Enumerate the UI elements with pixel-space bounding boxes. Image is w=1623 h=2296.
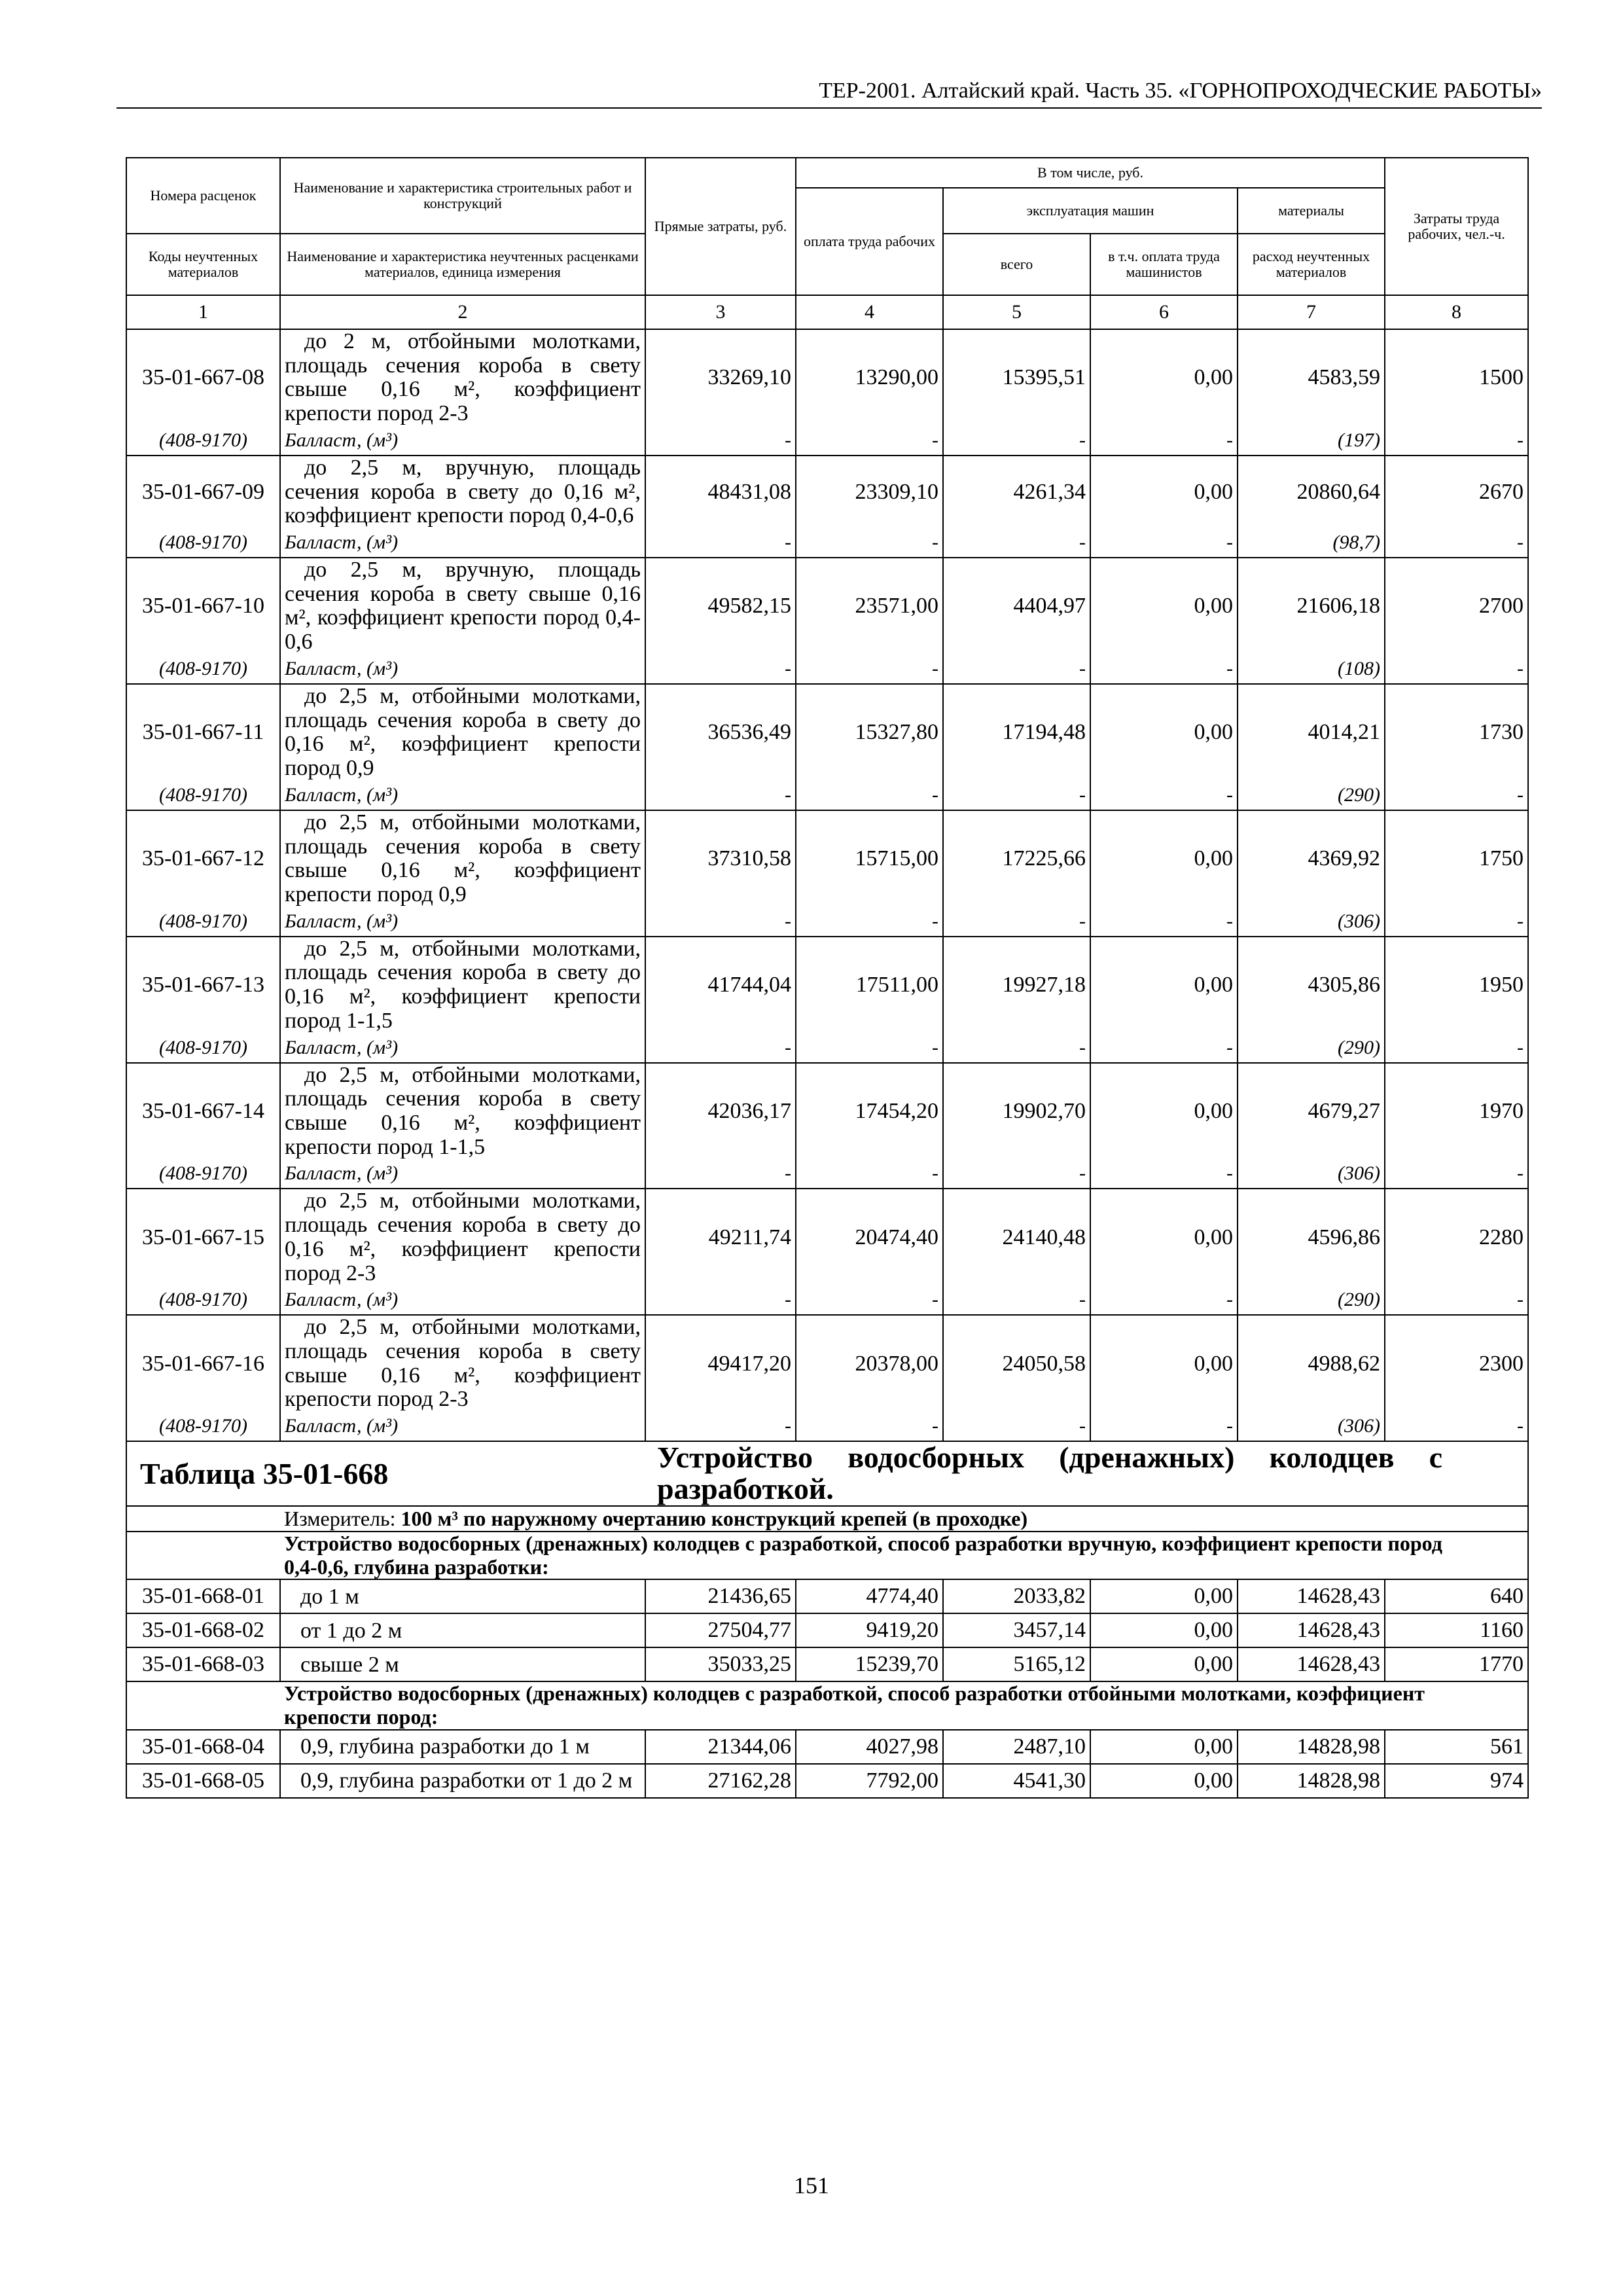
dash: -: [943, 426, 1090, 456]
machines-labor: 0,00: [1090, 1189, 1238, 1285]
machines-labor: 0,00: [1090, 1764, 1238, 1798]
direct-costs: 27162,28: [645, 1764, 796, 1798]
rate-row: [126, 684, 1528, 781]
labor-pay: 7792,00: [796, 1764, 943, 1798]
materials-cost: 4988,62: [1238, 1315, 1385, 1412]
material-quantity: (306): [1238, 1159, 1385, 1189]
col-material-name-title: Наименование и характеристика неучтенных расценками материалов, единица измерения: [280, 234, 645, 295]
material-quantity: (306): [1238, 1412, 1385, 1441]
rate-description: [280, 937, 645, 1033]
rate-description: [280, 1315, 645, 1412]
machines-total: 5165,12: [943, 1647, 1090, 1681]
table-label: Таблица 35-01-668: [126, 1441, 645, 1506]
rate-code: 35-01-668-02: [126, 1613, 280, 1647]
rate-row: [126, 1613, 1528, 1647]
rate-description-text: до 2 м, отбойными молотками, площадь сечения короба в свету свыше 0,16 м², коэффициент крепости пород 2-3: [285, 329, 641, 426]
col-number: 4: [796, 295, 943, 329]
rate-description-text: до 2,5 м, отбойными молотками, площадь сечения короба в свету до 0,16 м², коэффициент крепости пород 2-3: [285, 1189, 641, 1285]
dash: -: [1090, 1159, 1238, 1189]
rate-code: 35-01-667-11: [126, 684, 280, 781]
rate-row: [126, 810, 1528, 907]
labor-pay: 13290,00: [796, 329, 943, 426]
material-code: (408-9170): [126, 1033, 280, 1063]
labor-pay: 20474,40: [796, 1189, 943, 1285]
rate-description-text: до 2,5 м, отбойными молотками, площадь сечения короба в свету до 0,16 м², коэффициент крепости пород 0,9: [285, 683, 641, 781]
dash: -: [796, 655, 943, 684]
dash: -: [1385, 1159, 1528, 1189]
rate-code: 35-01-667-12: [126, 810, 280, 907]
labor-hours: 1730: [1385, 684, 1528, 781]
machines-total: 19902,70: [943, 1063, 1090, 1160]
rate-description-text: до 2,5 м, отбойными молотками, площадь сечения короба в свету до 0,16 м², коэффициент крепости пород 1-1,5: [285, 936, 641, 1033]
col-number: 7: [1238, 295, 1385, 329]
col-materials: материалы: [1238, 188, 1385, 234]
material-code: (408-9170): [126, 426, 280, 456]
rate-description: [280, 810, 645, 907]
rate-description: [280, 329, 645, 426]
materials-cost: 4305,86: [1238, 937, 1385, 1033]
labor-hours: 1770: [1385, 1647, 1528, 1681]
dash: -: [645, 1285, 796, 1315]
direct-costs: 21436,65: [645, 1579, 796, 1613]
group-heading: Устройство водосборных (дренажных) колодцев с разработкой, способ разработки отбойными молотками, коэффициент крепости пород:: [280, 1681, 1528, 1730]
dash: -: [943, 907, 1090, 937]
material-code: (408-9170): [126, 907, 280, 937]
labor-pay: 17454,20: [796, 1063, 943, 1160]
col-direct-costs: Прямые затраты, руб.: [645, 158, 796, 295]
labor-hours: 974: [1385, 1764, 1528, 1798]
machines-total: 17225,66: [943, 810, 1090, 907]
col-code-title: Номера расценок: [126, 158, 280, 234]
table-title: Устройство водосборных (дренажных) колодцев с разработкой.: [645, 1441, 1528, 1506]
rate-code: 35-01-667-14: [126, 1063, 280, 1160]
rate-code: 35-01-667-09: [126, 456, 280, 528]
dash: -: [1385, 1285, 1528, 1315]
machines-labor: 0,00: [1090, 558, 1238, 655]
dash: -: [943, 1412, 1090, 1441]
material-name: Балласт, (м³): [280, 907, 645, 937]
col-including: В том числе, руб.: [796, 158, 1385, 188]
dash: -: [1385, 1033, 1528, 1063]
machines-labor: 0,00: [1090, 684, 1238, 781]
dash: -: [1090, 655, 1238, 684]
materials-cost: 14628,43: [1238, 1579, 1385, 1613]
labor-pay: 15327,80: [796, 684, 943, 781]
dash: -: [645, 907, 796, 937]
direct-costs: 35033,25: [645, 1647, 796, 1681]
dash: -: [1385, 426, 1528, 456]
rate-row: [126, 1189, 1528, 1285]
dash: -: [1090, 781, 1238, 810]
direct-costs: 21344,06: [645, 1730, 796, 1764]
dash: -: [796, 426, 943, 456]
dash: -: [1090, 1412, 1238, 1441]
labor-pay: 23309,10: [796, 456, 943, 528]
material-quantity: (306): [1238, 907, 1385, 937]
machines-total: 17194,48: [943, 684, 1090, 781]
material-code: (408-9170): [126, 1412, 280, 1441]
measure-line: [280, 1506, 1528, 1532]
materials-cost: 4679,27: [1238, 1063, 1385, 1160]
material-name: Балласт, (м³): [280, 1285, 645, 1315]
dash: -: [1385, 781, 1528, 810]
column-numbers-row: [126, 295, 1528, 329]
materials-cost: 14628,43: [1238, 1613, 1385, 1647]
labor-pay: 20378,00: [796, 1315, 943, 1412]
machines-total: 4541,30: [943, 1764, 1090, 1798]
dash: -: [943, 1033, 1090, 1063]
rate-description: от 1 до 2 м: [280, 1613, 645, 1647]
rate-code: 35-01-668-01: [126, 1579, 280, 1613]
labor-pay: 23571,00: [796, 558, 943, 655]
labor-pay: 4774,40: [796, 1579, 943, 1613]
machines-labor: 0,00: [1090, 1315, 1238, 1412]
labor-pay: 4027,98: [796, 1730, 943, 1764]
material-row: [126, 1033, 1528, 1063]
rate-code: 35-01-667-08: [126, 329, 280, 426]
machines-total: 4404,97: [943, 558, 1090, 655]
col-number: 3: [645, 295, 796, 329]
dash: -: [943, 781, 1090, 810]
dash: -: [943, 1159, 1090, 1189]
machines-labor: 0,00: [1090, 1613, 1238, 1647]
rate-row: [126, 558, 1528, 655]
rate-code: 35-01-668-05: [126, 1764, 280, 1798]
dash: -: [1090, 1285, 1238, 1315]
material-quantity: (290): [1238, 781, 1385, 810]
direct-costs: 27504,77: [645, 1613, 796, 1647]
material-name: Балласт, (м³): [280, 1033, 645, 1063]
labor-pay: 17511,00: [796, 937, 943, 1033]
col-labor-pay: оплата труда рабочих: [796, 188, 943, 295]
dash: -: [796, 781, 943, 810]
rate-row: [126, 1647, 1528, 1681]
measure-prefix: Измеритель:: [284, 1506, 396, 1530]
dash: -: [645, 1159, 796, 1189]
materials-cost: 14828,98: [1238, 1764, 1385, 1798]
labor-hours: 561: [1385, 1730, 1528, 1764]
page-number: 151: [794, 2172, 829, 2198]
machines-total: 15395,51: [943, 329, 1090, 426]
dash: -: [796, 528, 943, 558]
direct-costs: 37310,58: [645, 810, 796, 907]
rate-description: до 1 м: [280, 1579, 645, 1613]
materials-cost: 4583,59: [1238, 329, 1385, 426]
col-number: 1: [126, 295, 280, 329]
direct-costs: 49417,20: [645, 1315, 796, 1412]
rate-code: 35-01-667-13: [126, 937, 280, 1033]
labor-hours: 1970: [1385, 1063, 1528, 1160]
dash: -: [943, 1285, 1090, 1315]
dash: -: [645, 655, 796, 684]
rates-table: [126, 157, 1529, 1799]
direct-costs: 41744,04: [645, 937, 796, 1033]
material-row: [126, 1412, 1528, 1441]
dash: -: [796, 1033, 943, 1063]
material-row: [126, 1159, 1528, 1189]
dash: -: [1090, 1033, 1238, 1063]
direct-costs: 36536,49: [645, 684, 796, 781]
machines-labor: 0,00: [1090, 937, 1238, 1033]
machines-labor: 0,00: [1090, 329, 1238, 426]
rate-description: 0,9, глубина разработки до 1 м: [280, 1730, 645, 1764]
labor-hours: 2670: [1385, 456, 1528, 528]
dash: -: [1385, 528, 1528, 558]
machines-total: 19927,18: [943, 937, 1090, 1033]
machines-labor: 0,00: [1090, 810, 1238, 907]
material-quantity: (290): [1238, 1033, 1385, 1063]
rate-row: [126, 1579, 1528, 1613]
materials-cost: 4014,21: [1238, 684, 1385, 781]
rate-description-text: до 2,5 м, отбойными молотками, площадь сечения короба в свету свыше 0,16 м², коэффициент крепости пород 1-1,5: [285, 1062, 641, 1159]
dash: -: [645, 1412, 796, 1441]
materials-cost: 4596,86: [1238, 1189, 1385, 1285]
page-header: [116, 71, 1542, 109]
material-code: (408-9170): [126, 1159, 280, 1189]
col-machines-labor: в т.ч. оплата труда машинистов: [1090, 234, 1238, 295]
rate-row: [126, 329, 1528, 426]
dash: -: [796, 1159, 943, 1189]
dash: -: [1090, 907, 1238, 937]
material-code: (408-9170): [126, 781, 280, 810]
material-row: [126, 1285, 1528, 1315]
labor-pay: 9419,20: [796, 1613, 943, 1647]
col-name-title: Наименование и характеристика строительных работ и конструкций: [280, 158, 645, 234]
material-row: [126, 528, 1528, 558]
page-header-text: ТЕР-2001. Алтайский край. Часть 35. «ГОРНОПРОХОДЧЕСКИЕ РАБОТЫ»: [819, 79, 1542, 103]
material-row: [126, 426, 1528, 456]
labor-hours: 1950: [1385, 937, 1528, 1033]
dash: -: [645, 426, 796, 456]
labor-hours: 2280: [1385, 1189, 1528, 1285]
rate-code: 35-01-667-16: [126, 1315, 280, 1412]
group-heading: Устройство водосборных (дренажных) колодцев с разработкой, способ разработки вручную, коэффициент крепости пород 0,4-0,6, глубина разработки:: [280, 1532, 1528, 1580]
rate-code: 35-01-667-15: [126, 1189, 280, 1285]
materials-cost: 4369,92: [1238, 810, 1385, 907]
direct-costs: 33269,10: [645, 329, 796, 426]
labor-hours: 1160: [1385, 1613, 1528, 1647]
machines-total: 3457,14: [943, 1613, 1090, 1647]
measure-value: 100 м³ по наружному очертанию конструкций крепей (в проходке): [401, 1506, 1028, 1530]
material-quantity: (98,7): [1238, 528, 1385, 558]
dash: -: [1090, 426, 1238, 456]
direct-costs: 48431,08: [645, 456, 796, 528]
col-machines-total: всего: [943, 234, 1090, 295]
machines-labor: 0,00: [1090, 1730, 1238, 1764]
direct-costs: 49582,15: [645, 558, 796, 655]
rate-description: [280, 1189, 645, 1285]
materials-cost: 20860,64: [1238, 456, 1385, 528]
labor-hours: 1500: [1385, 329, 1528, 426]
material-code: (408-9170): [126, 528, 280, 558]
material-row: [126, 907, 1528, 937]
rate-code: 35-01-668-03: [126, 1647, 280, 1681]
dash: -: [796, 1285, 943, 1315]
material-name: Балласт, (м³): [280, 1159, 645, 1189]
dash: -: [1385, 655, 1528, 684]
rate-code: 35-01-668-04: [126, 1730, 280, 1764]
rate-row: [126, 1764, 1528, 1798]
machines-labor: 0,00: [1090, 1063, 1238, 1160]
col-number: 2: [280, 295, 645, 329]
col-number: 8: [1385, 295, 1528, 329]
rate-row: [126, 1730, 1528, 1764]
material-name: Балласт, (м³): [280, 426, 645, 456]
material-name: Балласт, (м³): [280, 1412, 645, 1441]
machines-total: 2487,10: [943, 1730, 1090, 1764]
col-number: 6: [1090, 295, 1238, 329]
rate-description: [280, 684, 645, 781]
dash: -: [645, 781, 796, 810]
direct-costs: 49211,74: [645, 1189, 796, 1285]
col-number: 5: [943, 295, 1090, 329]
labor-hours: 1750: [1385, 810, 1528, 907]
direct-costs: 42036,17: [645, 1063, 796, 1160]
machines-total: 4261,34: [943, 456, 1090, 528]
rate-description-text: до 2,5 м, вручную, площадь сечения короба в свету свыше 0,16 м², коэффициент крепости пород 0,4-0,6: [285, 558, 641, 655]
rate-description-text: до 2,5 м, отбойными молотками, площадь сечения короба в свету свыше 0,16 м², коэффициент крепости пород 0,9: [285, 810, 641, 906]
materials-cost: 21606,18: [1238, 558, 1385, 655]
machines-labor: 0,00: [1090, 1647, 1238, 1681]
rate-description: [280, 558, 645, 655]
material-quantity: (197): [1238, 426, 1385, 456]
col-machines: эксплуатация машин: [943, 188, 1238, 234]
labor-pay: 15239,70: [796, 1647, 943, 1681]
material-name: Балласт, (м³): [280, 781, 645, 810]
labor-hours: 2700: [1385, 558, 1528, 655]
dash: -: [1385, 1412, 1528, 1441]
rate-row: [126, 1063, 1528, 1160]
rate-description: 0,9, глубина разработки от 1 до 2 м: [280, 1764, 645, 1798]
labor-hours: 2300: [1385, 1315, 1528, 1412]
dash: -: [796, 1412, 943, 1441]
rate-description-text: до 2,5 м, вручную, площадь сечения короба в свету до 0,16 м², коэффициент крепости пород 0,4-0,6: [285, 455, 641, 528]
machines-total: 24050,58: [943, 1315, 1090, 1412]
dash: -: [796, 907, 943, 937]
material-row: [126, 655, 1528, 684]
dash: -: [943, 655, 1090, 684]
material-quantity: (290): [1238, 1285, 1385, 1315]
col-labor-hours: Затраты труда рабочих, чел.-ч.: [1385, 158, 1528, 295]
rate-row: [126, 456, 1528, 528]
rate-description: [280, 1063, 645, 1160]
material-row: [126, 781, 1528, 810]
col-material-code-title: Коды неучтенных материалов: [126, 234, 280, 295]
rate-description: свыше 2 м: [280, 1647, 645, 1681]
material-quantity: (108): [1238, 655, 1385, 684]
material-name: Балласт, (м³): [280, 528, 645, 558]
labor-pay: 15715,00: [796, 810, 943, 907]
rate-row: [126, 937, 1528, 1033]
material-code: (408-9170): [126, 1285, 280, 1315]
dash: -: [1090, 528, 1238, 558]
materials-cost: 14628,43: [1238, 1647, 1385, 1681]
machines-labor: 0,00: [1090, 1579, 1238, 1613]
rate-code: 35-01-667-10: [126, 558, 280, 655]
rate-description: [280, 456, 645, 528]
rate-description-text: до 2,5 м, отбойными молотками, площадь сечения короба в свету свыше 0,16 м², коэффициент крепости пород 2-3: [285, 1315, 641, 1412]
dash: -: [645, 528, 796, 558]
materials-cost: 14828,98: [1238, 1730, 1385, 1764]
material-name: Балласт, (м³): [280, 655, 645, 684]
dash: -: [1385, 907, 1528, 937]
machines-total: 24140,48: [943, 1189, 1090, 1285]
material-code: (408-9170): [126, 655, 280, 684]
machines-labor: 0,00: [1090, 456, 1238, 528]
col-materials-unaccounted: расход неучтенных материалов: [1238, 234, 1385, 295]
dash: -: [645, 1033, 796, 1063]
machines-total: 2033,82: [943, 1579, 1090, 1613]
labor-hours: 640: [1385, 1579, 1528, 1613]
dash: -: [943, 528, 1090, 558]
rate-row: [126, 1315, 1528, 1412]
